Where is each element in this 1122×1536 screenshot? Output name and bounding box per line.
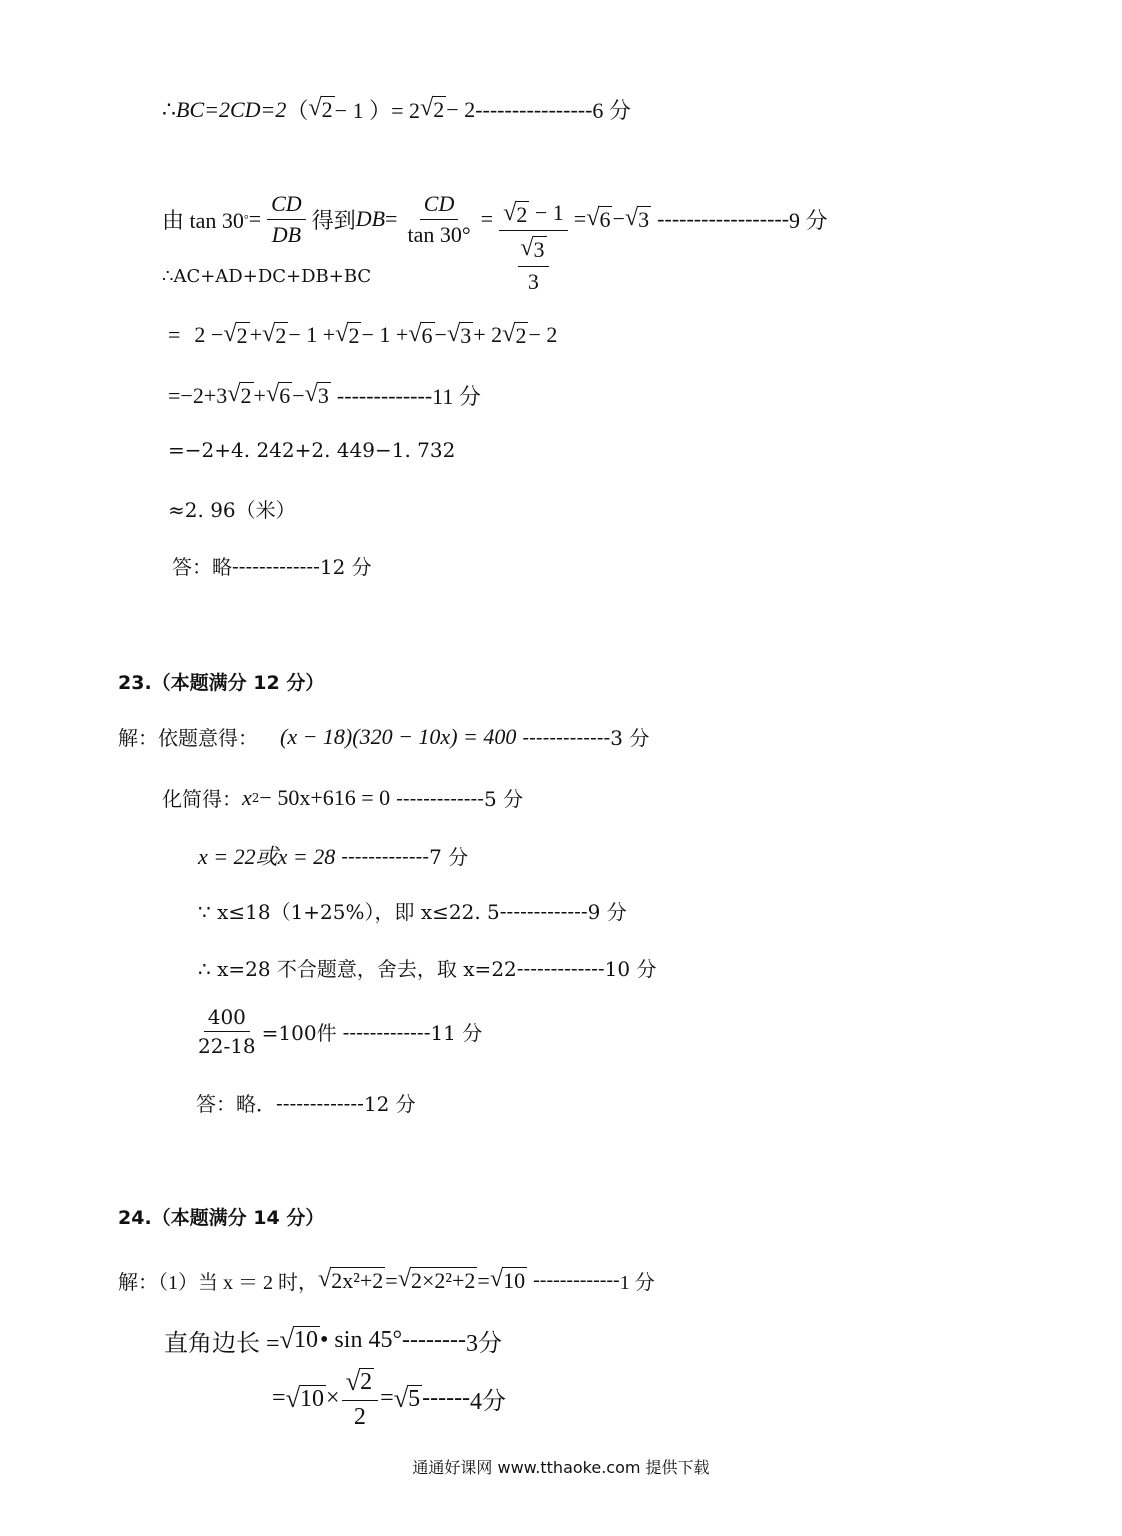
decimal-expression: =−2+4. 242+2. 449−1. 732 [168,438,456,462]
quantity-result: =100件 [261,1021,337,1045]
score-dashes: ------------- [336,382,433,408]
q23-step2: 化简得： x 2 − 50x+616 = 0 ------------- 5 分 [162,784,524,811]
q24-step2: 直角边长 = √ 10 • sin 45° -------- 3分 [164,1324,502,1357]
tan-prefix: 由 tan 30 [162,207,244,233]
score-label: 10 分 [604,957,657,981]
simplify-label: 化简得： [162,787,242,811]
q23-step6 [194,1006,482,1057]
line-decimal [168,438,455,462]
score-dashes: ------------- [533,1269,620,1291]
expr-middle: − 1 ）= 2 [334,98,420,123]
line-approx [168,494,296,523]
minus: − [612,206,625,232]
sqrt-6: √ 6 [408,320,433,348]
equals-4: = [573,206,587,232]
q23-step1 [118,722,649,751]
solution-label: 解：依题意得： [118,726,258,750]
score-label: 6 分 [592,98,631,123]
score-dashes: ------------- [232,553,320,578]
score-dashes: -------- [402,1327,466,1353]
score-dashes: ------------- [499,898,588,923]
discard-text: ∴ x=28 不合题意，舍去，取 x=22 [198,957,517,981]
score-label: 3 分 [610,726,650,750]
page-footer: 通通好课网 www.tthaoke.com 提供下载 [412,1458,710,1477]
text-get: 得到 [311,207,356,233]
score-label: 3分 [465,1331,502,1357]
score-dashes: ------------- [341,843,430,868]
sqrt-10: √ 10 [285,1382,325,1413]
score-label: 1 分 [619,1272,655,1294]
line-answer [172,551,372,580]
score-dashes: ------ [422,1385,471,1412]
fraction-cd-db: $\frac{CD}{DB}$ [267,192,306,247]
q24-step3: = √ 10 × √ 2 2 = √ 5 ------ 4分 [272,1366,507,1430]
constraint-text: ∵ x≤18（1+25%），即 x≤22. 5 [198,900,500,924]
sqrt-2-b: √ 2 [420,94,445,123]
solution-label: 解：（1）当 x ＝ 2 时， [118,1272,318,1294]
expr-tail: − 2 [446,96,476,122]
score-dashes: ------------- [522,724,611,749]
q23-step5 [198,953,656,982]
answer-text: 答：略． [196,1092,276,1116]
sqrt-2: √ 2 [308,94,333,123]
equals: = [168,322,181,348]
approx-result: ≈2. 96（米） [168,498,296,522]
score-label: 9 分 [789,207,828,233]
sqrt-2: √ 2 [335,320,360,348]
score-label: 5 分 [484,787,524,811]
sqrt-2: √ 2 [223,320,248,348]
sqrt-expression: √ 2×2²+2 [397,1265,476,1294]
sqrt-6: √ 6 [265,380,291,409]
fraction-400-over-4: $\frac{400}{22-18}$ [198,1005,256,1058]
score-label: 12 分 [363,1092,416,1116]
fraction-sqrt2-minus1-over-sqrt3-3: √ 2 − 1 √ 3 3 [499,201,568,294]
q24-step1: 解：（1）当 x ＝ 2 时， √ 2x²+2 = √ 2×2²+2 = √ 10 ------------- 1 分 [118,1265,655,1294]
line-expansion: = 2 − √ 2 + √ 2 − 1 + √ 2 − 1 + √ 6 − √ 3 + 2 √ 2 − 2 [168,320,558,348]
score-label: 11 分 [432,384,481,409]
sqrt-3: √ 3 [304,380,329,409]
sqrt-10: √ 10 [279,1324,319,1355]
paren-open: （ [286,98,309,123]
score-dashes: ------------------ [657,206,790,232]
sqrt-2: √ 2 [502,320,527,348]
bc-expression: BC=2CD=2 [176,96,287,122]
sqrt-3: √ 3 [446,320,472,348]
sqrt-3: √ 3 [624,204,650,233]
roots: x = 22或x = 28 [198,844,336,869]
sqrt-5: √ 5 [393,1382,421,1413]
sqrt-10: √ 10 [489,1265,526,1294]
sqrt-2: √ 2 [262,320,287,348]
equation: − 50x+616 = 0 [259,784,391,810]
leg-length-label: 直角边长 = [164,1331,280,1357]
equals-2: = [385,206,398,232]
q23-step3 [198,840,468,871]
db-label: DB [355,206,386,232]
score-label: 9 分 [587,900,627,924]
score-dashes: ------------- [396,785,484,810]
fraction-sqrt2-over-2: √ 2 2 [342,1368,378,1430]
therefore-symbol: ∴ [162,96,176,122]
degree-sign: ° [243,211,249,226]
question-24-title: 24.（本题满分 14 分） [118,1207,325,1229]
equation: (x − 18)(320 − 10x) = 400 [280,723,517,749]
line-bc-equals [162,94,631,125]
q23-step4 [198,896,627,925]
score-label: 4分 [470,1389,507,1416]
equals: = [248,206,262,232]
equals-3: = [480,206,494,232]
score-dashes: ---------------- [475,96,593,122]
line-simplified: =−2+3 √ 2 + √ 6 − √ 3 ------------- 11 分 [168,380,481,409]
score-dashes: ------------- [516,955,605,980]
score-dashes: ------------- [276,1090,364,1115]
score-label: 12 分 [319,555,372,579]
score-dashes: ------------- [342,1019,431,1044]
score-label: 7 分 [429,845,469,869]
sqrt-2: √ 2 [227,380,252,409]
fraction-cd-tan30: $\frac{CD}{\tan 30^\circ}$ [407,190,471,247]
sqrt-6: √ 6 [586,204,611,233]
score-label: 11 分 [430,1021,483,1045]
q23-answer [196,1088,416,1117]
sqrt-expression: √ 2x²+2 [318,1265,384,1294]
line-sum-segments [162,266,371,287]
answer-text: 答：略 [172,555,232,579]
sum-expression: ∴AC+AD+DC+DB+BC [162,266,372,287]
question-23-title: 23.（本题满分 12 分） [118,672,325,694]
